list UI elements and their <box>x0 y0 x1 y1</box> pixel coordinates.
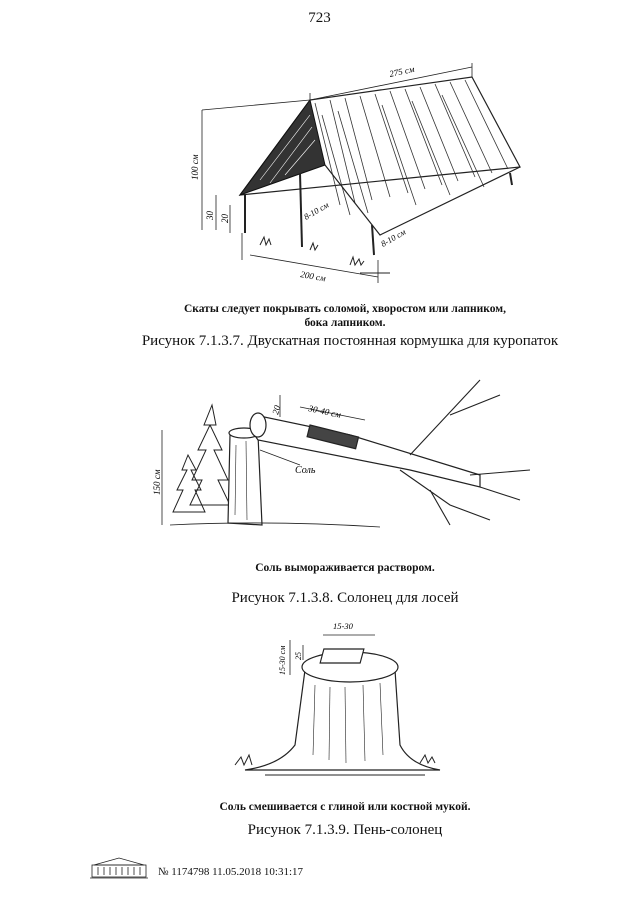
footer-stamp-text: № 1174798 11.05.2018 10:31:17 <box>158 866 304 878</box>
dim-post2-label: 8-10 см <box>379 226 408 249</box>
figure1-caption: Рисунок 7.1.3.7. Двускатная постоянная кормушка для куропаток <box>141 333 559 349</box>
figure3-caption: Рисунок 7.1.3.9. Пень-солонец <box>247 822 443 838</box>
dim-log-height-label: 150 см <box>152 469 162 495</box>
dim-30-label: 30 <box>205 211 215 220</box>
dim-depth-label: 25 <box>294 652 303 660</box>
dim-20-log-label: 20 <box>270 404 283 416</box>
building-stamp-icon <box>88 856 150 880</box>
figure1-note-line2: бока лапником. <box>304 317 386 329</box>
dim-20-label: 20 <box>220 214 230 223</box>
branches <box>400 380 530 525</box>
figure-salt-lick-log-illustration <box>150 375 540 535</box>
stump <box>228 428 262 525</box>
dim-post1-label: 8-10 см <box>302 199 331 222</box>
figure3-note: Соль смешивается с глиной или костной мукой. <box>219 801 471 813</box>
dim-ridge-label: 275 см <box>388 63 416 79</box>
figure2-note: Соль вымораживается раствором. <box>255 562 435 574</box>
figure-stump-salt-lick-illustration <box>225 615 465 790</box>
dim-width-label: 15-30 <box>333 621 353 631</box>
dim-height-label: 100 см <box>190 154 200 180</box>
stump-body <box>245 649 440 770</box>
dim-base-label: 200 см <box>299 269 327 284</box>
log <box>250 413 480 487</box>
salt-label: Соль <box>295 465 316 476</box>
figure1-note-line1: Скаты следует покрывать соломой, хворостом или лапником, <box>183 303 507 315</box>
page-number: 723 <box>308 10 331 26</box>
dim-stump-height-label: 15-30 см <box>278 645 287 675</box>
feeder-roof <box>240 77 520 235</box>
spruce-trees <box>173 405 230 512</box>
dim-length-label: 30-40 см <box>307 403 342 420</box>
figure-feeder-illustration <box>150 55 540 285</box>
figure2-caption: Рисунок 7.1.3.8. Солонец для лосей <box>231 590 459 606</box>
ground-line <box>170 523 380 527</box>
